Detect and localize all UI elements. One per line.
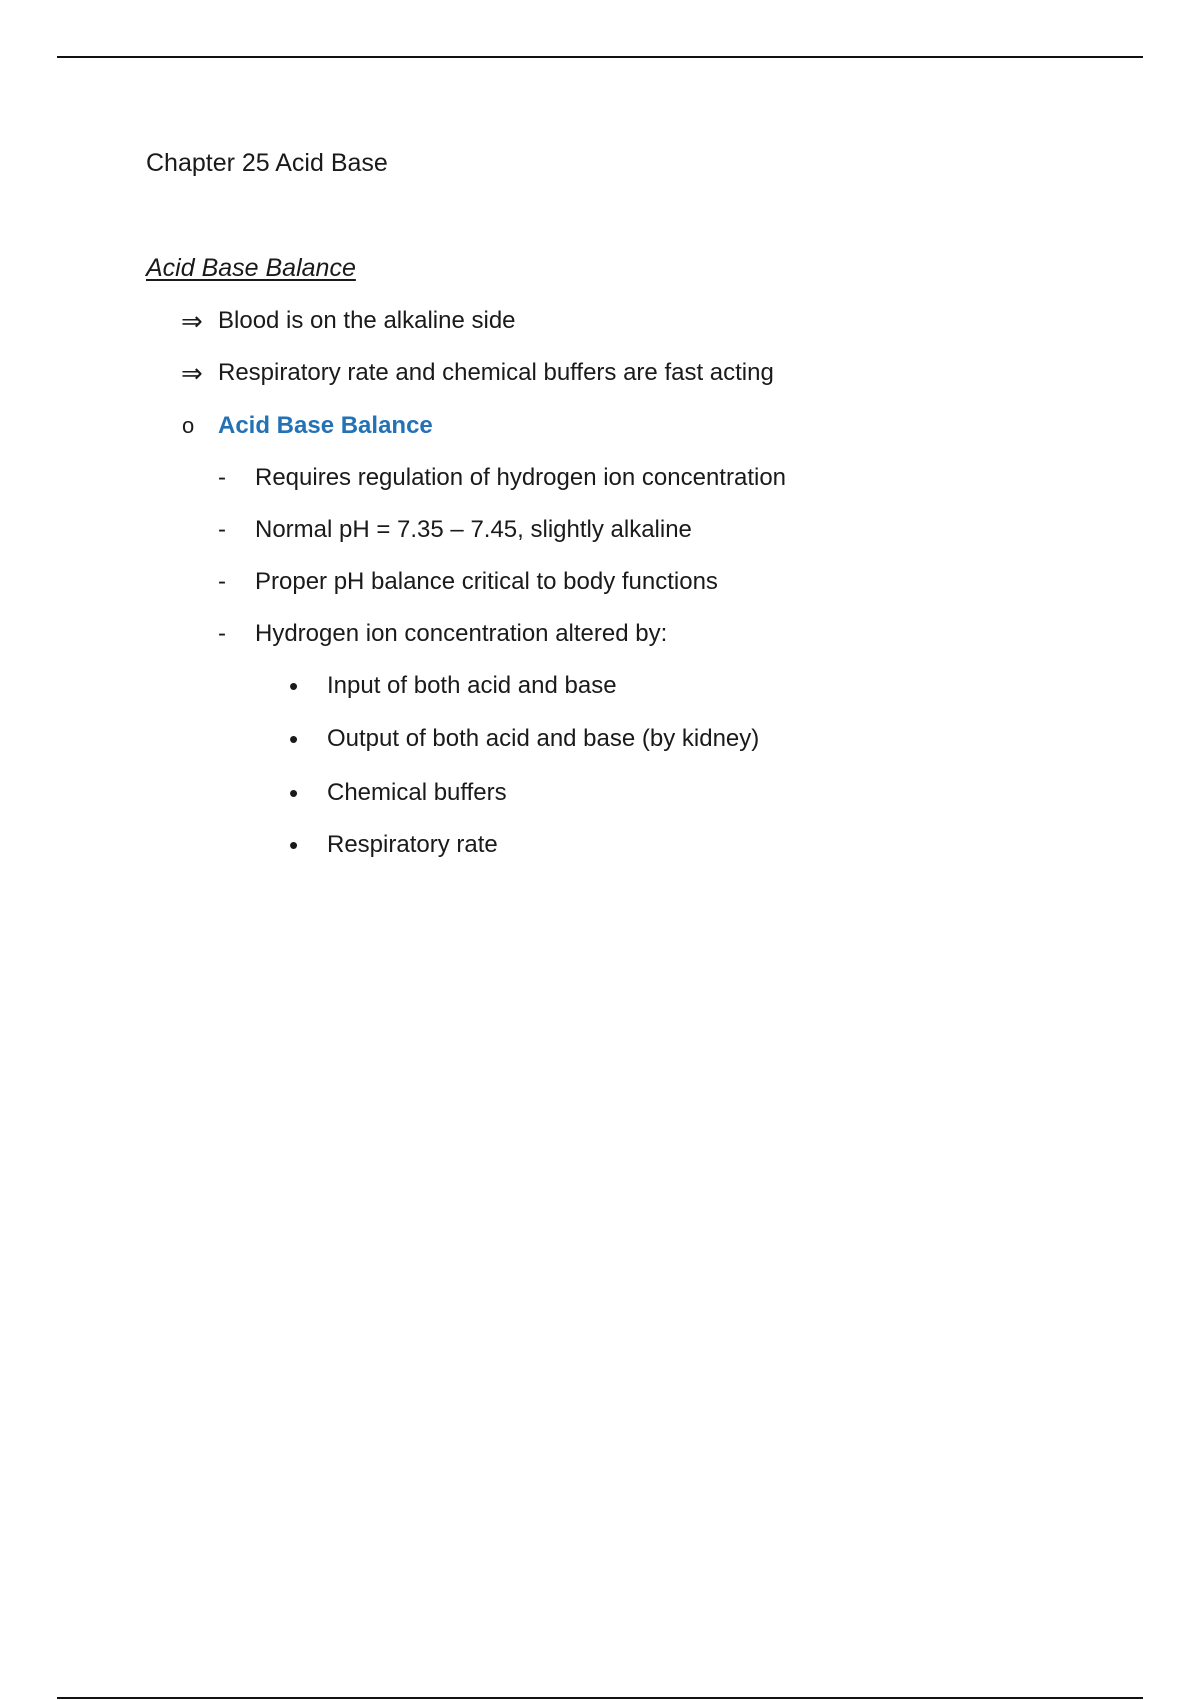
bullet-item: Respiratory rate	[327, 831, 498, 858]
dash-item: Requires regulation of hydrogen ion concentration	[255, 464, 787, 491]
circle-bullet-icon: o	[182, 413, 195, 438]
dot-bullet-icon: •	[289, 724, 299, 754]
dash-bullet-icon: -	[218, 568, 226, 595]
section-heading: Acid Base Balance	[146, 254, 356, 282]
arrow-item: Respiratory rate and chemical buffers are fast acting	[218, 359, 774, 386]
document-title: Chapter 25 Acid Base	[146, 149, 388, 177]
double-arrow-icon: ⇒	[181, 306, 203, 336]
dash-bullet-icon: -	[218, 464, 226, 491]
dash-item: Proper pH balance critical to body functions	[255, 568, 718, 595]
bullet-item: Output of both acid and base (by kidney)	[327, 725, 760, 752]
dash-bullet-icon: -	[218, 620, 226, 647]
dot-bullet-icon: •	[289, 671, 299, 701]
dot-bullet-icon: •	[289, 778, 299, 808]
subheading: Acid Base Balance	[218, 412, 433, 439]
bullet-item: Input of both acid and base	[327, 672, 617, 699]
bullet-item: Chemical buffers	[327, 779, 507, 806]
page-top-rule	[57, 56, 1143, 58]
arrow-item: Blood is on the alkaline side	[218, 307, 516, 334]
dash-item: Hydrogen ion concentration altered by:	[255, 620, 668, 647]
double-arrow-icon: ⇒	[181, 358, 203, 388]
page-bottom-rule	[57, 1697, 1143, 1699]
dash-item: Normal pH = 7.35 – 7.45, slightly alkaline	[255, 516, 692, 543]
dash-bullet-icon: -	[218, 516, 226, 543]
dot-bullet-icon: •	[289, 830, 299, 860]
